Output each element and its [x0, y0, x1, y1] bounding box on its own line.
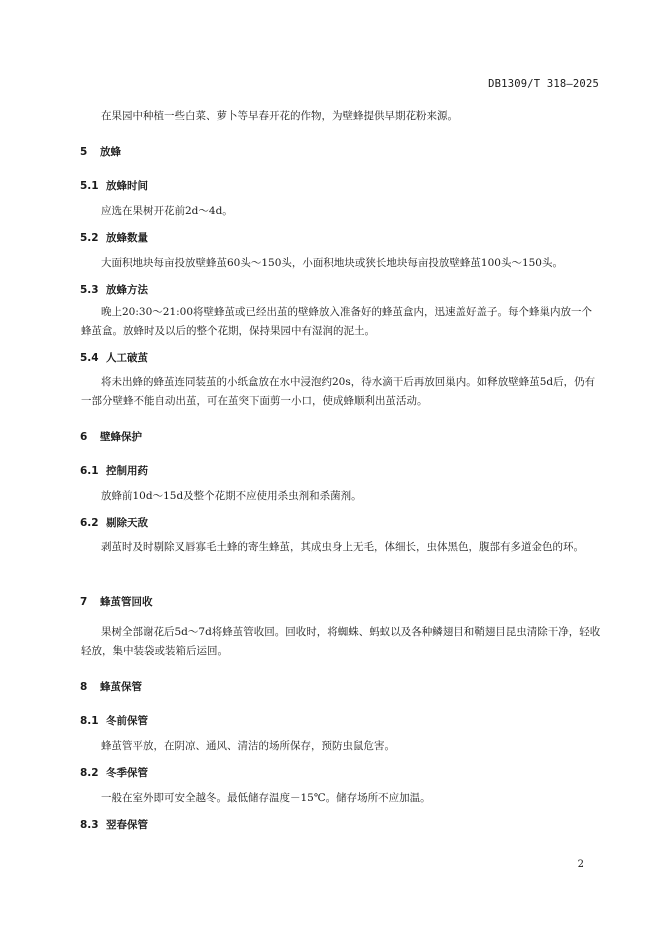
- section-number: 8.1: [80, 715, 99, 727]
- section-7-heading: [80, 594, 153, 609]
- section-5-3-text: 晚上20:30～21:00将壁蜂茧或已经出茧的壁蜂放入准备好的蜂茧盒内，迅速盖好盖子。每个蜂巢内放一个蜂茧盒。放蜂时及以后的整个花期，保持果园中有湿润的泥土。: [81, 306, 593, 337]
- section-title: 放蜂数量: [106, 232, 148, 244]
- section-5-3-heading: [80, 282, 148, 297]
- section-number: 6.2: [80, 517, 99, 529]
- section-5-1-text: 应选在果树开花前2d～4d。: [101, 205, 233, 217]
- section-title: 壁蜂保护: [100, 431, 142, 443]
- section-title: 人工破茧: [106, 352, 148, 364]
- intro-paragraph: 在果园中种植一些白菜、萝卜等早春开花的作物，为壁蜂提供早期花粉来源。: [101, 110, 458, 122]
- section-title: 蜂茧保管: [100, 681, 142, 693]
- section-title: 放蜂: [100, 146, 121, 158]
- section-5-4-text: 将未出蜂的蜂茧连同装茧的小纸盒放在水中浸泡约20s，待水滴干后再放回巢内。如释放壁蜂茧5d后，仍有一部分壁蜂不能自动出茧，可在茧突下面剪一小口，使成蜂顺利出茧活动。: [81, 376, 596, 407]
- section-8-1-heading: [80, 713, 148, 728]
- section-number: 5.2: [80, 232, 99, 244]
- section-8-2-text: 一般在室外即可安全越冬。最低储存温度－15℃。储存场所不应加温。: [101, 792, 431, 804]
- section-8-2-heading: [80, 765, 148, 780]
- section-number: 6.1: [80, 465, 99, 477]
- document-id-header: DB1309/T 318—2025: [488, 78, 599, 90]
- section-8-1-text: 蜂茧管平放，在阴凉、通风、清洁的场所保存，预防虫鼠危害。: [101, 740, 395, 752]
- section-6-2-text: 剥茧时及时剔除叉唇寡毛土蜂的寄生蜂茧，其成虫身上无毛，体细长，虫体黑色，腹部有多道金色的环。: [101, 541, 584, 553]
- section-number: 5.4: [80, 352, 99, 364]
- section-5-heading: [80, 144, 121, 159]
- section-number: 8.2: [80, 767, 99, 779]
- section-6-1-text: 放蜂前10d～15d及整个花期不应使用杀虫剂和杀菌剂。: [101, 490, 362, 502]
- section-8-3-heading: [80, 817, 148, 832]
- section-number: 7: [80, 596, 88, 608]
- section-title: 控制用药: [106, 465, 148, 477]
- section-number: 5.3: [80, 284, 99, 296]
- section-6-1-heading: [80, 463, 148, 478]
- section-7-text: 果树全部谢花后5d～7d将蜂茧管收回。回收时，将蜘蛛、蚂蚁以及各种鳞翅目和鞘翅目昆虫清除干净，轻收轻放，集中装袋或装箱后运回。: [81, 626, 601, 657]
- section-title: 冬前保管: [106, 715, 148, 727]
- section-5-4-heading: [80, 350, 148, 365]
- section-5-2-text: 大面积地块每亩投放壁蜂茧60头～150头，小面积地块或狭长地块每亩投放壁蜂茧100头～150头。: [101, 257, 563, 269]
- section-5-1-heading: [80, 178, 148, 193]
- section-6-heading: [80, 429, 142, 444]
- section-number: 6: [80, 431, 88, 443]
- section-number: 5: [80, 146, 88, 158]
- section-8-heading: [80, 679, 142, 694]
- section-title: 放蜂时间: [106, 180, 148, 192]
- section-title: 冬季保管: [106, 767, 148, 779]
- section-number: 8: [80, 681, 88, 693]
- page-number: 2: [577, 859, 584, 870]
- section-title: 蜂茧管回收: [100, 596, 153, 608]
- section-number: 8.3: [80, 819, 99, 831]
- section-5-2-heading: [80, 230, 148, 245]
- section-title: 放蜂方法: [106, 284, 148, 296]
- section-number: 5.1: [80, 180, 99, 192]
- section-title: 翌春保管: [106, 819, 148, 831]
- section-6-2-heading: [80, 515, 148, 530]
- section-title: 剔除天敌: [106, 517, 148, 529]
